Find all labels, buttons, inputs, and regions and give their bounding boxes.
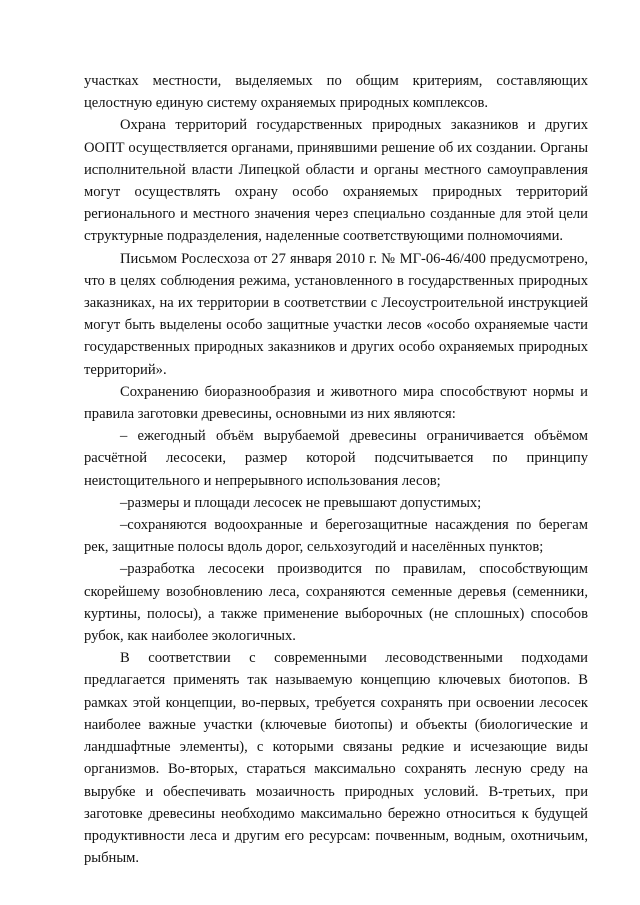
- list-item-development: –разработка лесосеки производится по правилам, способствующим скорейшему возобновлению леса, сохраняются семенные деревья (семенники, куртины, полосы), а также применение выборочных (не сплошных) способов рубок, как наиболее экологичных.: [84, 561, 588, 645]
- paragraph-biodiversity: Сохранению биоразнообразия и животного мира способствуют нормы и правила заготовки древесины, основными из них являются:: [84, 383, 588, 423]
- document-page: [84, 70, 588, 869]
- list-item-water-protection: –сохраняются водоохранные и берегозащитные насаждения по берегам рек, защитные полосы вдоль дорог, сельхозугодий и населённых пунктов;: [84, 517, 588, 556]
- list-item-sizes: –размеры и площади лесосек не превышают допустимых;: [120, 494, 482, 511]
- paragraph-continuation: участках местности, выделяемых по общим критериям, составляющих целостную единую систему охраняемых природных комплексов.: [84, 73, 588, 112]
- paragraph-key-biotopes: В соответствии с современными лесоводственными подходами предлагается применять так называемую концепцию ключевых биотопов. В рамках этой концепции, во-первых, требуется сохранять при освоении лесосек наиболее важные участки (ключевые биотопы) и объекты (биологические и ландшафтные элементы), с которыми связаны редкие и исчезающие виды организмов. Во-вторых, стараться максимально сохранять лесную среду на вырубке и обеспечивать мозаичность природных условий. В-третьих, при заготовке древесины необходимо максимально бережно относиться к будущей продуктивности леса и другим его ресурсам: почвенным, водным, охотничьим, рыбным.: [84, 650, 588, 867]
- paragraph-protection: Охрана территорий государственных природных заказников и других ООПТ осуществляется органами, принявшими решение об их создании. Органы исполнительной власти Липецкой области и органы местного самоуправления могут осуществлять охрану особо охраняемых природных территорий регионального и местного значения через специально созданные для этой цели структурные подразделения, наделенные соответствующими полномочиями.: [84, 117, 588, 245]
- list-item-volume: – ежегодный объём вырубаемой древесины ограничивается объёмом расчётной лесосеки, размер которой подсчитывается по принципу неистощительного и непрерывного использования лесов;: [84, 428, 588, 489]
- paragraph-letter: Письмом Рослесхоза от 27 января 2010 г. № МГ-06-46/400 предусмотрено, что в целях соблюдения режима, установленного в государственных природных заказниках, на их территории в соответствии с Лесоустроительной инструкцией могут быть выделены особо защитные участки лесов «особо охраняемые части государственных природных заказников и других особо охраняемых природных территорий».: [84, 250, 588, 378]
